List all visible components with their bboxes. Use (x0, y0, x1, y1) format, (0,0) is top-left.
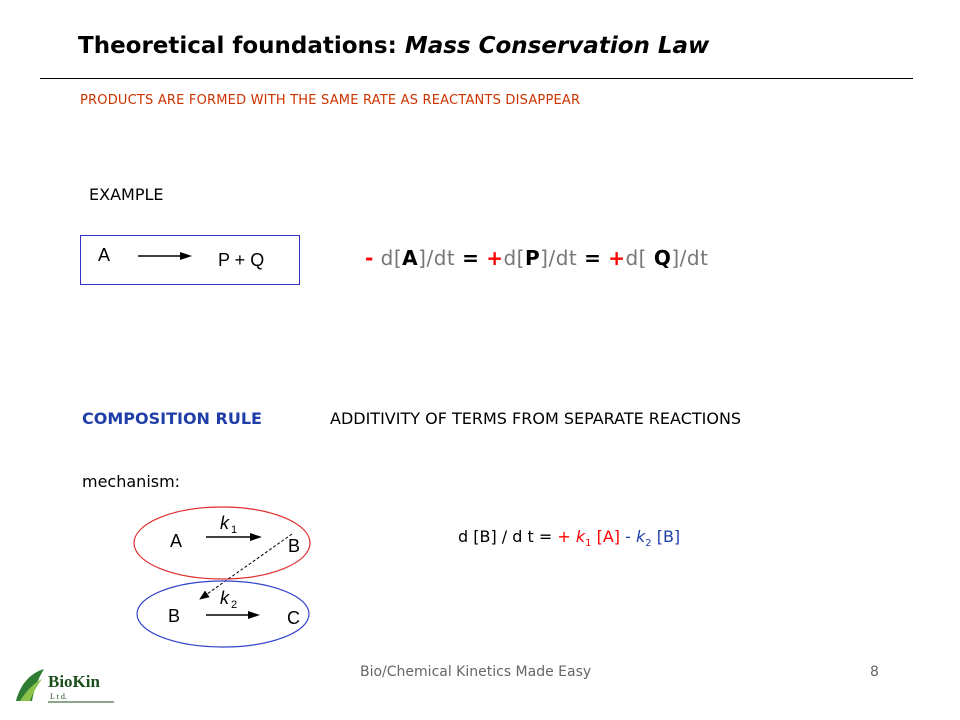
title-divider (40, 78, 913, 79)
equation-k2-subscript: 2 (645, 538, 652, 550)
example-label: EXAMPLE (89, 185, 164, 204)
reaction-products: P + Q (218, 250, 265, 270)
logo-name: BioKin (48, 672, 100, 691)
species-q: Q (653, 246, 672, 270)
mechanism-diagram (130, 500, 330, 650)
step1-reactant: A (170, 531, 183, 551)
page-title (78, 33, 709, 59)
deriv-close-1: ]/dt (418, 246, 463, 270)
deriv-open-1: d[ (373, 246, 403, 270)
equation-k2: k (635, 527, 646, 546)
deriv-close-2: ]/dt (540, 246, 585, 270)
equals-sign-1: = (462, 246, 480, 270)
equation-b-term: [B] (651, 527, 681, 546)
rate-equation (365, 246, 708, 270)
page-number: 8 (870, 664, 879, 680)
equation-minus: - (620, 527, 636, 546)
step1-product: B (288, 536, 301, 556)
step2-rate-constant: k (220, 588, 229, 608)
logo-sub: L t d. (50, 692, 67, 701)
step2-arrowhead (248, 611, 260, 619)
deriv-open-2: d[ (503, 246, 525, 270)
reaction-reactant: A (98, 245, 111, 265)
composition-rule-description: ADDITIVITY OF TERMS FROM SEPARATE REACTIONS (330, 409, 742, 428)
title-plain: Theoretical foundations: (78, 33, 405, 59)
step2-reactant: B (168, 606, 181, 626)
step1-arrowhead (250, 533, 262, 541)
minus-sign: - (365, 246, 374, 270)
equals-sign-2: = (584, 246, 602, 270)
footer-text: Bio/Chemical Kinetics Made Easy (360, 664, 592, 680)
mechanism-equation (458, 527, 680, 549)
mechanism-label: mechanism: (82, 472, 181, 491)
step2-rate-subscript: 2 (231, 599, 238, 611)
composition-rule-label: COMPOSITION RULE (82, 409, 262, 428)
reaction-arrowhead (180, 252, 192, 260)
deriv-open-3: d[ (625, 246, 654, 270)
biokin-logo (10, 665, 120, 705)
equation-plus: + (557, 527, 576, 546)
step1-rate-constant: k (220, 513, 229, 533)
title-italic: Mass Conservation Law (404, 33, 710, 59)
equation-k1-subscript: 1 (585, 538, 592, 550)
deriv-close-3: ]/dt (671, 246, 709, 270)
plus-sign-2: + (608, 246, 626, 270)
equation-a-term: [A] (591, 527, 621, 546)
reaction-diagram (80, 235, 300, 285)
equation-k1: k (575, 527, 586, 546)
species-a: A (402, 246, 419, 270)
plus-sign-1: + (486, 246, 504, 270)
step2-product: C (287, 608, 300, 628)
subtitle: PRODUCTS ARE FORMED WITH THE SAME RATE AS REACTANTS DISAPPEAR (80, 93, 581, 108)
species-p: P (524, 246, 541, 270)
step1-rate-subscript: 1 (231, 524, 238, 536)
equation-lhs: d [B] / d t = (458, 527, 558, 546)
